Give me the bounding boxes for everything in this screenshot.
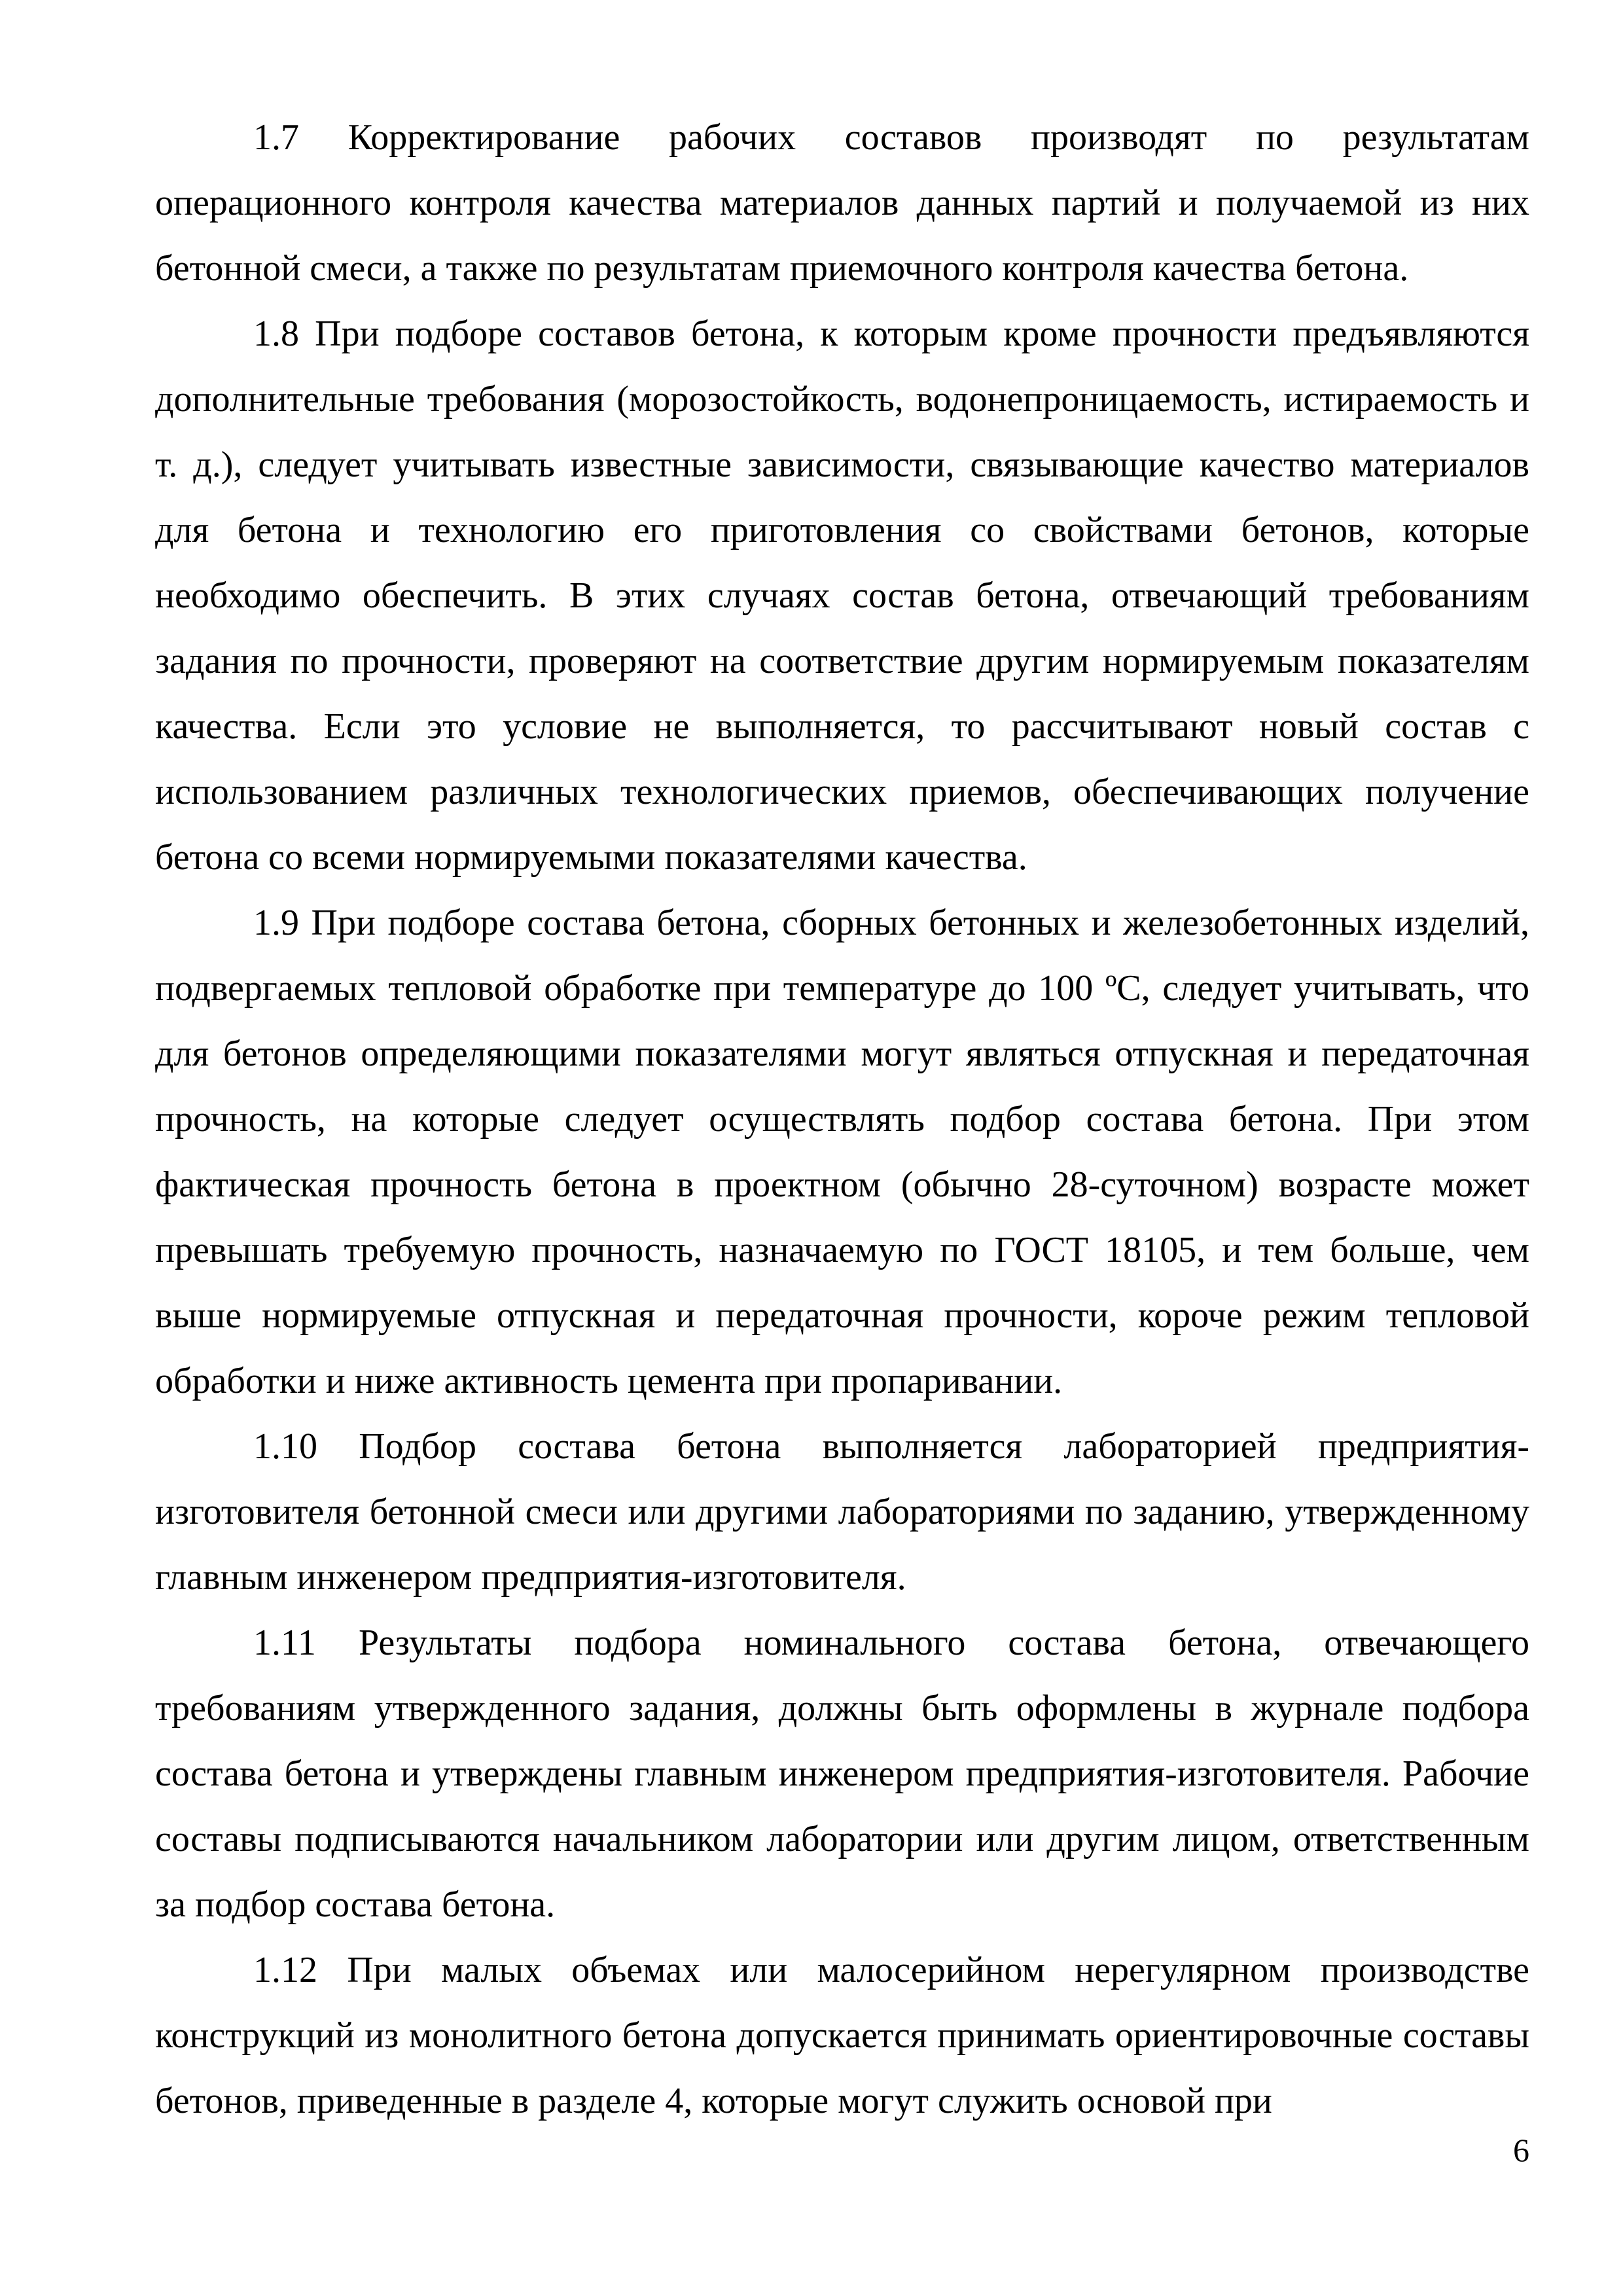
paragraph-1-9: 1.9 При подборе состава бетона, сборных бетонных и железобетонных изделий, подвергаемых тепловой обработке при температуре до 100 ºС, следует учитывать, что для бетонов определяющими показателями могут являться отпускная и передаточная прочность, на которые следует осуществлять подбор состава бетона. При этом фактическая прочность бетона в проектном (обычно 28-суточном) возрасте может превышать требуемую прочность, назначаемую по ГОСТ 18105, и тем больше, чем выше нормируемые отпускная и передаточная прочности, короче режим тепловой обработки и ниже активность цемента при пропаривании.: [155, 903, 1529, 1401]
page-number: 6: [1513, 2132, 1529, 2168]
paragraph-1-11: 1.11 Результаты подбора номинального состава бетона, отвечающего требованиям утвержденного задания, должны быть оформлены в журнале подбора состава бетона и утверждены главным инженером предприятия-изготовителя. Рабочие составы подписываются начальником лаборатории или другим лицом, ответственным за подбор состава бетона.: [155, 1623, 1529, 1925]
paragraph-1-7: 1.7 Корректирование рабочих составов производят по результатам операционного контроля качества материалов данных партий и получаемой из них бетонной смеси, а также по результатам приемочного контроля качества бетона.: [155, 117, 1529, 289]
paragraph-1-10: 1.10 Подбор состава бетона выполняется лабораторией предприятия-изготовителя бетонной смеси или другими лабораториями по заданию, утвержденному главным инженером предприятия-изготовителя.: [155, 1426, 1529, 1598]
paragraph-1-8: 1.8 При подборе составов бетона, к которым кроме прочности предъявляются дополнительные требования (морозостойкость, водонепроницаемость, истираемость и т. д.), следует учитывать известные зависимости, связывающие качество материалов для бетона и технологию его приготовления со свойствами бетонов, которые необходимо обеспечить. В этих случаях состав бетона, отвечающий требованиям задания по прочности, проверяют на соответствие другим нормируемым показателям качества. Если это условие не выполняется, то рассчитывают новый состав с использованием различных технологических приемов, обеспечивающих получение бетона со всеми нормируемыми показателями качества.: [155, 314, 1529, 878]
paragraph-1-12: 1.12 При малых объемах или малосерийном нерегулярном производстве конструкций из монолитного бетона допускается принимать ориентировочные составы бетонов, приведенные в разделе 4, которые могут служить основой при: [155, 1950, 1529, 2121]
document-body: [155, 105, 1529, 2134]
